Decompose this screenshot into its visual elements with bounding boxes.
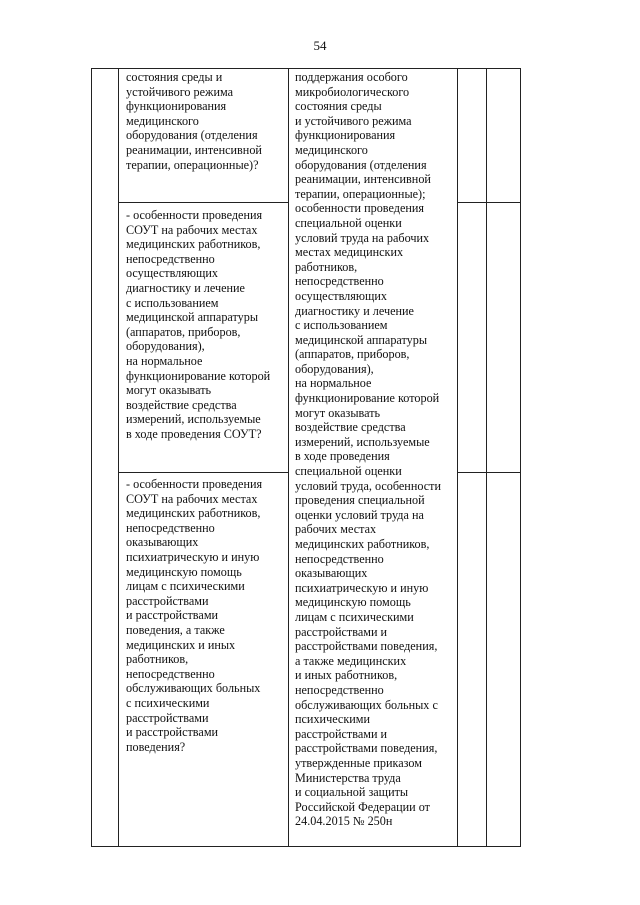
checklist-table (91, 68, 521, 847)
column-divider (486, 69, 487, 846)
row-divider (457, 202, 521, 203)
question-cell-1: состояния среды и устойчивого режима функционирования медицинского оборудования (отделения реанимации, интенсивной терапии, операционные)? (126, 70, 262, 172)
column-divider (457, 69, 458, 846)
row-divider (118, 472, 288, 473)
requirement-cell: поддержания особого микробиологического состояния среды и устойчивого режима функционирования медицинского оборудования (отделения реанимации, интенсивной терапии, операционные); особенности проведения специальной оценки условий труда на рабочих местах медицинских работников, непосредственно осуществляющих диагностику и лечение с использованием медицинской аппаратуры (аппаратов, приборов, оборудования), на нормальное функционирование которой могут оказывать воздействие средства измерений, используемые в ходе проведения специальной оценки условий труда, особенности проведения специальной оценки условий труда на рабочих местах медицинских работников, непосредственно оказывающих психиатрическую и иную медицинскую помощь лицам с психическими расстройствами и расстройствами поведения, а также медицинских и иных работников, непосредственно обслуживающих больных с психическими расстройствами и расстройствами поведения, утвержденные приказом Министерства труда и социальной защиты Российской Федерации от 24.04.2015 № 250н (295, 70, 442, 829)
question-cell-3: - особенности проведения СОУТ на рабочих местах медицинских работников, непосредственно оказывающих психиатрическую и иную медицинскую помощь лицам с психическими расстройствами и расстройствами поведения, а также медицинских и иных работников, непосредственно обслуживающих больных с психическими расстройствами и расстройствами поведения? (126, 477, 263, 754)
question-cell-2: - особенности проведения СОУТ на рабочих местах медицинских работников, непосредственно осуществляющих диагностику и лечение с использованием медицинской аппаратуры (аппаратов, приборов, оборудования), на нормальное функционирование которой могут оказывать воздействие средства измерений, используемые в ходе проведения СОУТ? (126, 208, 271, 441)
row-divider (457, 472, 521, 473)
column-divider (288, 69, 289, 846)
row-divider (118, 202, 288, 203)
page-number: 54 (313, 38, 327, 53)
column-divider (118, 69, 119, 846)
